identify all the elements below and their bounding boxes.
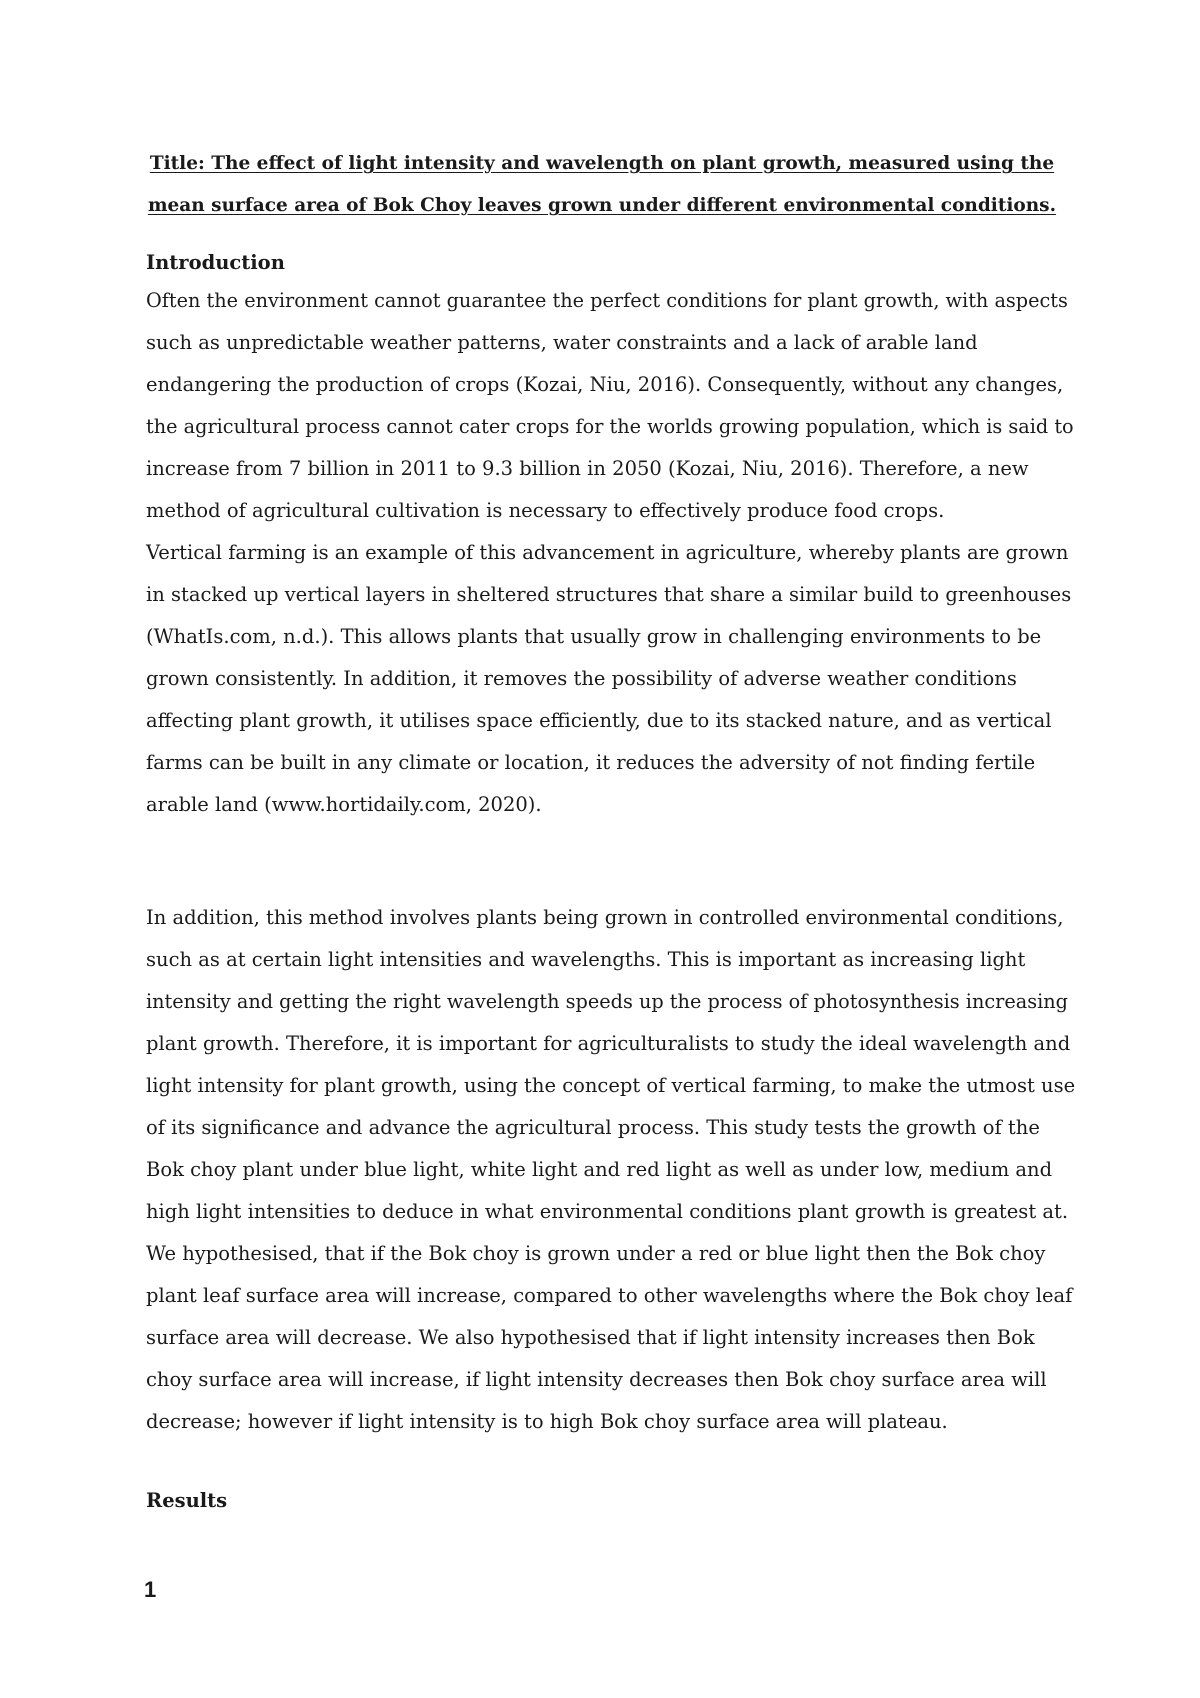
text-line: farms can be built in any climate or location, it reduces the adversity of not finding fertile — [146, 751, 1036, 774]
text-line: of its significance and advance the agricultural process. This study tests the growth of the — [146, 1116, 1040, 1139]
introduction-heading: Introduction — [146, 251, 285, 274]
text-line: affecting plant growth, it utilises space efficiently, due to its stacked nature, and as vertical — [146, 709, 1052, 732]
text-line: grown consistently. In addition, it removes the possibility of adverse weather conditions — [146, 667, 1017, 690]
text-line: choy surface area will increase, if light intensity decreases then Bok choy surface area will — [146, 1368, 1047, 1391]
text-line: light intensity for plant growth, using the concept of vertical farming, to make the utmost use — [146, 1074, 1076, 1097]
results-heading: Results — [146, 1489, 228, 1512]
text-line: We hypothesised, that if the Bok choy is grown under a red or blue light then the Bok choy — [146, 1242, 1046, 1265]
text-line: In addition, this method involves plants being grown in controlled environmental conditions, — [146, 906, 1064, 929]
text-line: method of agricultural cultivation is necessary to effectively produce food crops. — [146, 499, 945, 522]
text-line: plant leaf surface area will increase, compared to other wavelengths where the Bok choy leaf — [146, 1284, 1073, 1307]
title-line: Title: The effect of light intensity and wavelength on plant growth, measured using the — [149, 153, 1055, 174]
introduction-paragraph-2 — [146, 897, 1076, 1443]
title-line: mean surface area of Bok Choy leaves grown under different environmental conditions. — [147, 195, 1057, 216]
text-line: plant growth. Therefore, it is important for agriculturalists to study the ideal wavelength and — [146, 1032, 1071, 1055]
text-line: the agricultural process cannot cater crops for the worlds growing population, which is said to — [146, 415, 1074, 438]
introduction-paragraph-1 — [146, 280, 1076, 826]
text-line: surface area will decrease. We also hypothesised that if light intensity increases then Bok — [146, 1326, 1035, 1349]
text-line: arable land (www.hortidaily.com, 2020). — [146, 793, 542, 816]
page-number: 1 — [144, 1577, 157, 1602]
text-line: decrease; however if light intensity is to high Bok choy surface area will plateau. — [146, 1410, 948, 1433]
document-title — [144, 143, 1060, 227]
text-line: Bok choy plant under blue light, white light and red light as well as under low, medium and — [146, 1158, 1053, 1181]
text-line: intensity and getting the right wavelength speeds up the process of photosynthesis increasing — [146, 990, 1068, 1013]
text-line: Vertical farming is an example of this advancement in agriculture, whereby plants are grown — [146, 541, 1069, 564]
text-line: increase from 7 billion in 2011 to 9.3 billion in 2050 (Kozai, Niu, 2016). Therefore, a new — [146, 457, 1029, 480]
text-line: in stacked up vertical layers in sheltered structures that share a similar build to greenhouses — [146, 583, 1072, 606]
text-line: high light intensities to deduce in what environmental conditions plant growth is greatest at. — [146, 1200, 1069, 1223]
text-line: such as unpredictable weather patterns, water constraints and a lack of arable land — [146, 331, 978, 354]
text-line: such as at certain light intensities and wavelengths. This is important as increasing light — [146, 948, 1026, 971]
text-line: endangering the production of crops (Kozai, Niu, 2016). Consequently, without any changes, — [146, 373, 1064, 396]
text-line: Often the environment cannot guarantee the perfect conditions for plant growth, with aspects — [146, 289, 1068, 312]
text-line: (WhatIs.com, n.d.). This allows plants that usually grow in challenging environments to be — [146, 625, 1042, 648]
